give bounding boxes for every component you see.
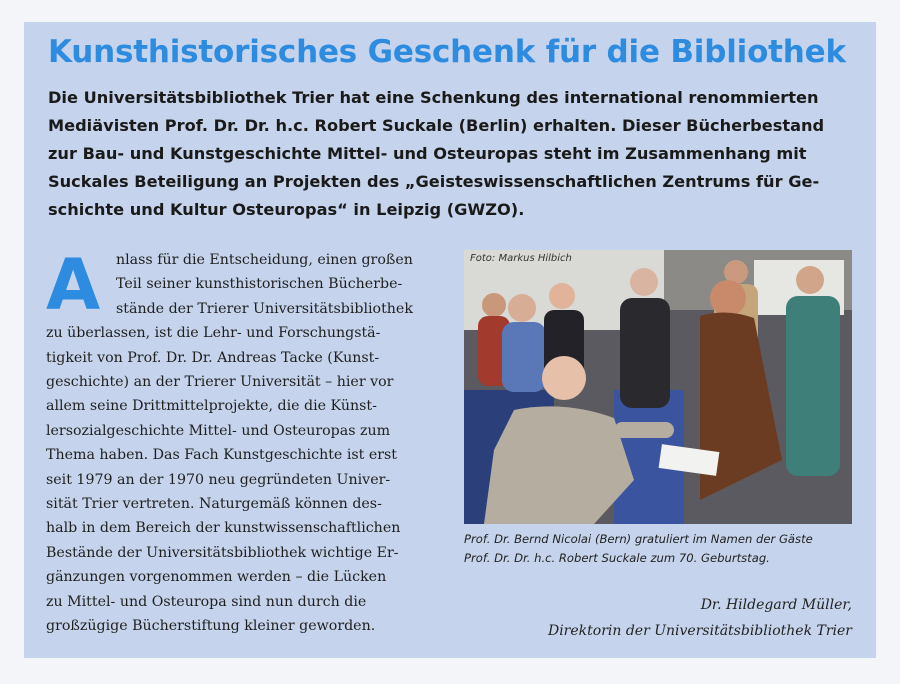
lead-line: Die Universitätsbibliothek Trier hat eine Schenkung des international renommierten [48,88,819,107]
body-line: nlass für die Entscheidung, einen großen [116,252,413,268]
lead-line: Mediävisten Prof. Dr. Dr. h.c. Robert Suckale (Berlin) erhalten. Dieser Bücherbestand [48,116,825,135]
body-line: allem seine Drittmittelprojekte, die die Künst- [46,398,377,415]
lead-line: schichte und Kultur Osteuropas“ in Leipzig (GWZO). [48,200,525,219]
article-panel [24,22,876,658]
article-lead [48,84,856,224]
caption-line: Prof. Dr. Dr. h.c. Robert Suckale zum 70. Geburtstag. [464,551,770,565]
body-line: Thema haben. Das Fach Kunstgeschichte ist erst [46,447,398,464]
author-signature [548,592,852,644]
signature-name: Dr. Hildegard Müller, [700,597,852,613]
caption-line: Prof. Dr. Bernd Nicolai (Bern) gratuliert im Namen der Gäste [464,532,813,546]
body-line: seit 1979 an der 1970 neu gegründeten Univer- [46,471,391,488]
body-line: gänzungen vorgenommen werden – die Lücken [46,569,387,586]
signature-role: Direktorin der Universitätsbibliothek Trier [547,623,852,639]
event-photo [464,250,852,524]
body-line: Teil seiner kunsthistorischen Bücherbe- [116,276,403,293]
photo-illustration [464,250,852,524]
body-line: stände der Trierer Universitätsbibliothek [116,300,413,317]
lead-line: Suckales Beteiligung an Projekten des „Geisteswissenschaftlichen Zentrums für Ge- [48,172,820,191]
body-line: großzügige Bücherstiftung kleiner geworden. [46,618,376,635]
lead-line: zur Bau- und Kunstgeschichte Mittel- und Osteuropas steht im Zusammenhang mit [48,144,807,163]
photo-credit: Foto: Markus Hilbich [470,253,572,264]
body-line: zu Mittel- und Osteuropa sind nun durch die [46,593,367,610]
body-line: sität Trier vertreten. Naturgemäß können des- [46,496,382,513]
article-title: Kunsthistorisches Geschenk für die Bibliothek [48,34,846,70]
article-body [46,244,446,639]
body-line: Bestände der Universitätsbibliothek wichtige Er- [46,544,399,561]
body-line: halb in dem Bereich der kunstwissenschaftlichen [46,520,401,537]
photo-caption [464,530,864,568]
body-line: zu überlassen, ist die Lehr- und Forschungstä- [46,325,381,342]
body-line: geschichte) an der Trierer Universität – hier vor [46,374,394,391]
body-line: lersozialgeschichte Mittel- und Osteuropas zum [46,422,391,439]
body-line: tigkeit von Prof. Dr. Dr. Andreas Tacke (Kunst- [46,349,380,366]
drop-cap: A [46,244,101,326]
